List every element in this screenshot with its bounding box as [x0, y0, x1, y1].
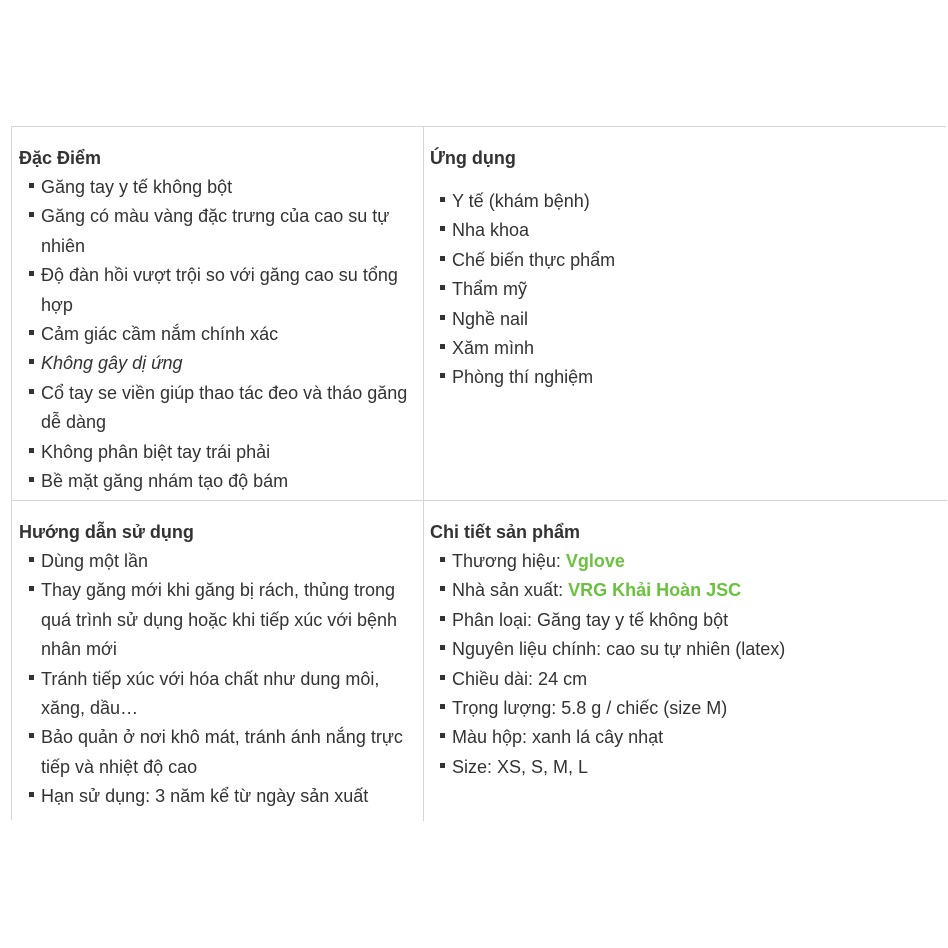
list-item: Không gây dị ứng [19, 349, 414, 378]
usage-title: Hướng dẫn sử dụng [19, 522, 194, 542]
square-bullet-icon [29, 212, 34, 217]
list-item: Hạn sử dụng: 3 năm kể từ ngày sản xuất [19, 782, 414, 811]
list-item: Không phân biệt tay trái phải [19, 438, 414, 467]
list-item: Trọng lượng: 5.8 g / chiếc (size M) [430, 694, 940, 723]
features-title: Đặc Điểm [19, 148, 102, 168]
square-bullet-icon [440, 344, 445, 349]
square-bullet-icon [29, 183, 34, 188]
square-bullet-icon [440, 256, 445, 261]
square-bullet-icon [29, 675, 34, 680]
square-bullet-icon [29, 330, 34, 335]
list-item: Thẩm mỹ [430, 275, 940, 304]
list-item: Chế biến thực phẩm [430, 246, 940, 275]
details-title: Chi tiết sản phẩm [430, 522, 581, 542]
list-item [430, 547, 940, 576]
list-item: Chiều dài: 24 cm [430, 665, 940, 694]
manufacturer-link[interactable]: VRG Khải Hoàn JSC [568, 580, 742, 601]
manufacturer-label: Nhà sản xuất: [452, 580, 569, 601]
square-bullet-icon [29, 733, 34, 738]
square-bullet-icon [29, 557, 34, 562]
square-bullet-icon [440, 763, 445, 768]
list-item: Xăm mình [430, 334, 940, 363]
square-bullet-icon [440, 373, 445, 378]
list-item [430, 576, 940, 605]
brand-link[interactable]: Vglove [565, 551, 625, 571]
list-item: Thay găng mới khi găng bị rách, thủng trong quá trình sử dụng hoặc khi tiếp xúc với bệnh nhân mới [19, 576, 414, 664]
list-item: Tránh tiếp xúc với hóa chất như dung môi, xăng, dầu… [19, 665, 414, 724]
square-bullet-icon [440, 675, 445, 680]
list-item: Dùng một lần [19, 547, 414, 576]
square-bullet-icon [440, 226, 445, 231]
list-item: Độ đàn hồi vượt trội so với găng cao su tổng hợp [19, 261, 414, 320]
features-list [19, 173, 414, 496]
list-item: Nghề nail [430, 305, 940, 334]
details-cell [430, 521, 940, 782]
square-bullet-icon [440, 704, 445, 709]
square-bullet-icon [440, 197, 445, 202]
square-bullet-icon [440, 315, 445, 320]
square-bullet-icon [29, 477, 34, 482]
features-cell [19, 147, 414, 496]
brand-label: Thương hiệu: [452, 551, 566, 571]
list-item: Bề mặt găng nhám tạo độ bám [19, 467, 414, 496]
list-item: Nguyên liệu chính: cao su tự nhiên (latex) [430, 635, 940, 664]
square-bullet-icon [440, 616, 445, 621]
square-bullet-icon [29, 586, 34, 591]
usage-cell [19, 521, 414, 812]
list-item: Găng tay y tế không bột [19, 173, 414, 202]
usage-list [19, 547, 414, 812]
list-item: Size: XS, S, M, L [430, 753, 940, 782]
applications-list [430, 187, 940, 393]
square-bullet-icon [440, 285, 445, 290]
column-divider [423, 127, 424, 821]
list-item: Màu hộp: xanh lá cây nhạt [430, 723, 940, 752]
list-item: Cảm giác cầm nắm chính xác [19, 320, 414, 349]
applications-title: Ứng dụng [430, 148, 516, 168]
square-bullet-icon [29, 792, 34, 797]
list-item: Phân loại: Găng tay y tế không bột [430, 606, 940, 635]
list-item: Phòng thí nghiệm [430, 363, 940, 392]
square-bullet-icon [29, 359, 34, 364]
list-item: Cổ tay se viền giúp thao tác đeo và tháo găng dễ dàng [19, 379, 414, 438]
list-item: Bảo quản ở nơi khô mát, tránh ánh nắng trực tiếp và nhiệt độ cao [19, 723, 414, 782]
square-bullet-icon [440, 586, 445, 591]
applications-cell [430, 147, 940, 393]
list-item: Y tế (khám bệnh) [430, 187, 940, 216]
square-bullet-icon [29, 271, 34, 276]
details-list [430, 547, 940, 782]
square-bullet-icon [440, 733, 445, 738]
square-bullet-icon [440, 645, 445, 650]
square-bullet-icon [29, 389, 34, 394]
list-item: Nha khoa [430, 216, 940, 245]
row-divider [12, 500, 947, 501]
square-bullet-icon [440, 557, 445, 562]
list-item: Găng có màu vàng đặc trưng của cao su tự nhiên [19, 202, 414, 261]
square-bullet-icon [29, 448, 34, 453]
